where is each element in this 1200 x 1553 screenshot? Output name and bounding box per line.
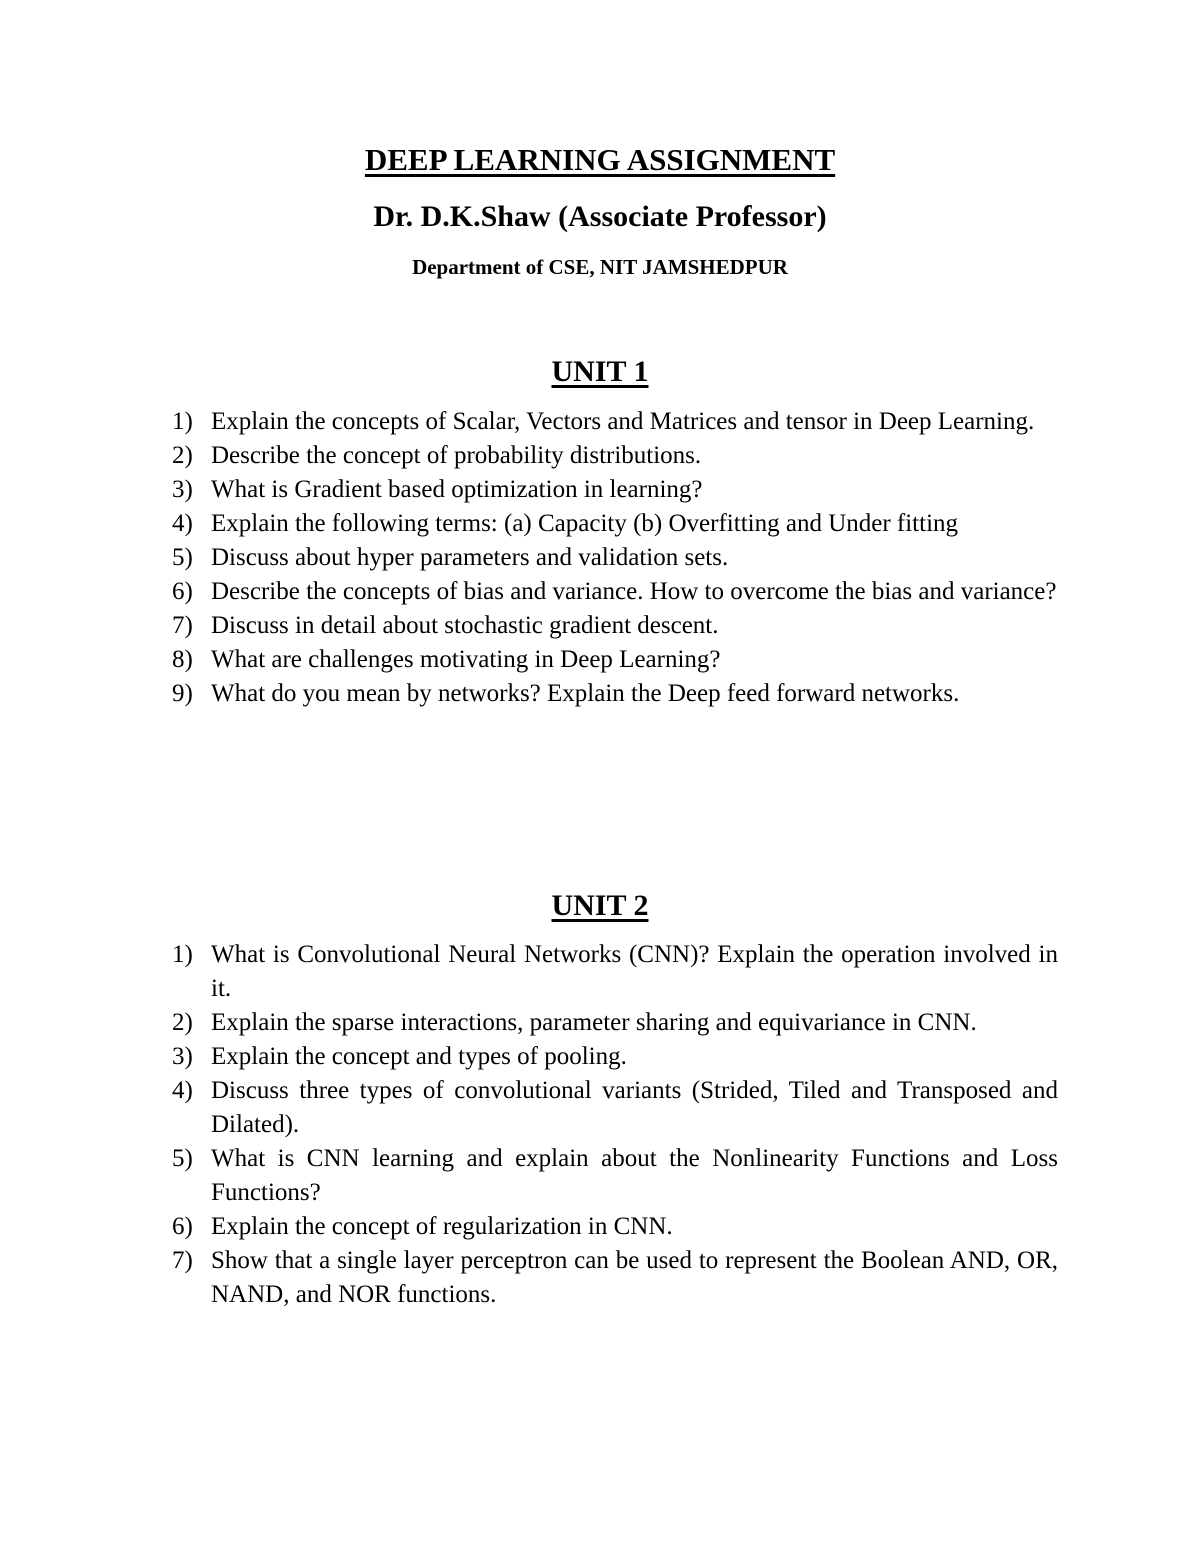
question-number: 6) bbox=[172, 578, 193, 605]
list-item bbox=[172, 1006, 1058, 1040]
unit-2-question-list bbox=[172, 938, 1058, 1312]
document-title: DEEP LEARNING ASSIGNMENT bbox=[364, 142, 836, 177]
question-text: What is Gradient based optimization in learning? bbox=[211, 476, 703, 503]
list-item bbox=[172, 938, 1058, 1006]
question-text: What do you mean by networks? Explain the Deep feed forward networks. bbox=[211, 680, 960, 707]
list-item bbox=[172, 1074, 1058, 1142]
list-item bbox=[172, 609, 1058, 643]
question-text: What is Convolutional Neural Networks (CNN)? Explain the operation involved in it. bbox=[211, 941, 1058, 1002]
question-text: What is CNN learning and explain about the Nonlinearity Functions and Loss Functions? bbox=[211, 1145, 1058, 1206]
question-number: 3) bbox=[172, 476, 193, 503]
list-item bbox=[172, 677, 1058, 711]
question-text: Explain the sparse interactions, parameter sharing and equivariance in CNN. bbox=[211, 1009, 977, 1036]
list-item bbox=[172, 575, 1058, 609]
question-number: 7) bbox=[172, 1247, 193, 1274]
list-item bbox=[172, 439, 1058, 473]
question-text: Explain the concept and types of pooling. bbox=[211, 1043, 627, 1070]
list-item bbox=[172, 643, 1058, 677]
question-text: What are challenges motivating in Deep Learning? bbox=[211, 646, 721, 673]
list-item bbox=[172, 1040, 1058, 1074]
question-number: 7) bbox=[172, 612, 193, 639]
question-text: Show that a single layer perceptron can be used to represent the Boolean AND, OR, NAND, and NOR functions. bbox=[211, 1247, 1058, 1308]
question-number: 2) bbox=[172, 442, 193, 469]
unit-1-question-list bbox=[172, 405, 1058, 711]
unit-1-heading: UNIT 1 bbox=[551, 355, 649, 388]
list-item bbox=[172, 507, 1058, 541]
question-number: 8) bbox=[172, 646, 193, 673]
question-number: 4) bbox=[172, 1077, 193, 1104]
question-number: 5) bbox=[172, 1145, 193, 1172]
question-text: Explain the concepts of Scalar, Vectors and Matrices and tensor in Deep Learning. bbox=[211, 408, 1035, 435]
department-line: Department of CSE, NIT JAMSHEDPUR bbox=[412, 255, 788, 279]
question-number: 2) bbox=[172, 1009, 193, 1036]
question-number: 6) bbox=[172, 1213, 193, 1240]
list-item bbox=[172, 1244, 1058, 1312]
list-item bbox=[172, 541, 1058, 575]
question-number: 3) bbox=[172, 1043, 193, 1070]
question-number: 1) bbox=[172, 941, 193, 968]
question-number: 9) bbox=[172, 680, 193, 707]
author-line: Dr. D.K.Shaw (Associate Professor) bbox=[373, 200, 827, 233]
list-item bbox=[172, 1210, 1058, 1244]
question-text: Explain the concept of regularization in CNN. bbox=[211, 1213, 673, 1240]
question-number: 4) bbox=[172, 510, 193, 537]
question-text: Describe the concepts of bias and variance. How to overcome the bias and variance? bbox=[211, 578, 1057, 605]
question-text: Discuss three types of convolutional variants (Strided, Tiled and Transposed and Dilated). bbox=[211, 1077, 1058, 1138]
question-text: Discuss about hyper parameters and validation sets. bbox=[211, 544, 729, 571]
unit-2-heading: UNIT 2 bbox=[551, 889, 649, 922]
question-number: 5) bbox=[172, 544, 193, 571]
question-number: 1) bbox=[172, 408, 193, 435]
question-text: Describe the concept of probability distributions. bbox=[211, 442, 702, 469]
question-text: Explain the following terms: (a) Capacity (b) Overfitting and Under fitting bbox=[211, 510, 959, 537]
list-item bbox=[172, 473, 1058, 507]
question-text: Discuss in detail about stochastic gradient descent. bbox=[211, 612, 719, 639]
list-item bbox=[172, 405, 1058, 439]
list-item bbox=[172, 1142, 1058, 1210]
